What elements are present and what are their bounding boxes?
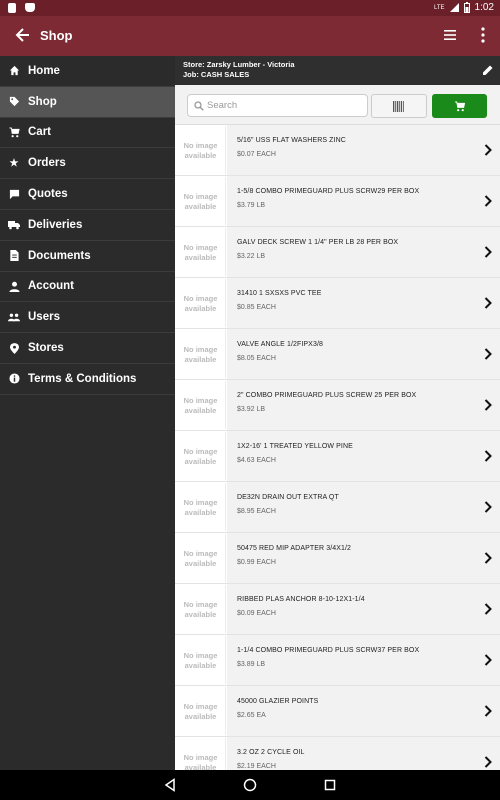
search-input[interactable] [187,94,368,117]
app-bar [0,16,500,56]
sidebar-item-users[interactable] [0,302,175,333]
product-price: $0.07 EACH [237,151,276,158]
sidebar-item-label: Home [28,64,60,77]
product-thumbnail-placeholder [176,687,226,735]
sidebar-item-quotes[interactable] [0,179,175,210]
no-image-line2: available [184,456,217,466]
product-row[interactable] [175,125,500,176]
chevron-right-icon [484,348,492,360]
store-header [175,56,500,85]
chevron-right-icon [484,654,492,666]
product-thumbnail-placeholder [176,228,226,276]
search-placeholder: Search [207,100,238,111]
no-image-line1: No image [183,294,218,303]
no-image-line2: available [184,609,217,619]
product-thumbnail-placeholder [176,534,226,582]
chevron-right-icon [484,246,492,258]
status-bar [0,0,500,16]
product-price: $0.09 EACH [237,610,276,617]
sidebar-item-deliveries[interactable] [0,210,175,241]
product-row[interactable] [175,431,500,482]
product-row[interactable] [175,176,500,227]
no-image-line2: available [184,252,217,262]
search-icon [194,101,204,111]
sidebar-item-home[interactable] [0,56,175,87]
person-icon [8,280,20,292]
tag-icon [8,96,20,108]
sidebar-item-terms[interactable] [0,364,175,395]
sidebar-item-documents[interactable] [0,241,175,272]
product-thumbnail-placeholder [176,126,226,174]
product-details [227,431,500,481]
store-name: Store: Zarsky Lumber - Victoria [183,60,295,69]
system-nav-bar [0,770,500,800]
sidebar-item-label: Quotes [28,188,68,201]
product-name: 50475 RED MIP ADAPTER 3/4X1/2 [237,545,352,552]
product-name: 1X2-16' 1 TREATED YELLOW PINE [237,443,353,450]
product-price: $3.79 LB [237,202,266,209]
people-icon [8,311,20,323]
product-details [227,737,500,770]
sidebar-item-account[interactable] [0,272,175,303]
product-name: VALVE ANGLE 1/2FIPX3/8 [237,341,323,348]
product-price: $3.89 LB [237,661,266,668]
chevron-right-icon [484,705,492,717]
chevron-right-icon [484,552,492,564]
no-image-line2: available [184,558,217,568]
product-price: $2.19 EACH [237,763,276,770]
star-icon: ★ [9,157,19,169]
no-image-line1: No image [183,243,218,252]
product-price: $8.95 EACH [237,508,276,515]
product-name: 3.2 OZ 2 CYCLE OIL [237,749,305,756]
chevron-right-icon [484,144,492,156]
overflow-menu-icon[interactable] [480,26,486,44]
product-price: $2.65 EA [237,712,266,719]
product-name: 5/16" USS FLAT WASHERS ZINC [237,137,346,144]
product-details [227,482,500,532]
product-thumbnail-placeholder [176,432,226,480]
back-arrow-icon[interactable] [13,25,33,45]
no-image-line2: available [184,711,217,721]
no-image-line2: available [184,150,217,160]
recents-square-icon[interactable] [323,778,337,792]
no-image-line1: No image [183,600,218,609]
signal-label: LTE [433,4,445,11]
no-image-line1: No image [183,498,218,507]
cart-button[interactable] [432,94,487,118]
product-name: 2" COMBO PRIMEGUARD PLUS SCREW 25 PER BOX [237,392,417,399]
cart-icon [8,126,20,138]
chevron-right-icon [484,399,492,411]
product-thumbnail-placeholder [176,279,226,327]
product-details [227,686,500,736]
chevron-right-icon [484,195,492,207]
signal-icon [450,3,459,12]
product-details [227,380,500,430]
no-image-line2: available [184,507,217,517]
product-name: 31410 1 SXSXS PVC TEE [237,290,322,297]
sidebar-item-label: Account [28,280,74,293]
no-image-line2: available [184,303,217,313]
chevron-right-icon [484,297,492,309]
no-image-line1: No image [183,549,218,558]
product-price: $0.99 EACH [237,559,276,566]
document-icon [8,250,20,262]
product-name: DE32N DRAIN OUT EXTRA QT [237,494,339,501]
product-name: 45000 GLAZIER POINTS [237,698,319,705]
chevron-right-icon [484,756,492,768]
chevron-right-icon [484,501,492,513]
product-row[interactable] [175,329,500,380]
product-row[interactable] [175,686,500,737]
product-details [227,329,500,379]
product-row[interactable] [175,635,500,686]
no-image-line1: No image [183,192,218,201]
sidebar-item-label: Cart [28,126,52,139]
sidebar-item-shop[interactable] [0,87,175,118]
product-thumbnail-placeholder [176,177,226,225]
no-image-line2: available [184,405,217,415]
product-thumbnail-placeholder [176,585,226,633]
search-toolbar [175,85,500,125]
product-details [227,278,500,328]
product-thumbnail-placeholder [176,330,226,378]
product-thumbnail-placeholder [176,636,226,684]
product-price: $4.63 EACH [237,457,276,464]
product-row[interactable] [175,380,500,431]
product-details [227,176,500,226]
product-price: $8.05 EACH [237,355,276,362]
product-price: $3.92 LB [237,406,266,413]
product-price: $0.85 EACH [237,304,276,311]
job-name: Job: CASH SALES [183,70,250,79]
product-row[interactable] [175,533,500,584]
no-image-line2: available [184,201,217,211]
page-title: Shop [40,28,73,43]
sidebar-item-stores[interactable] [0,333,175,364]
product-name: RIBBED PLAS ANCHOR 8-10-12X1-1/4 [237,596,365,603]
product-details [227,533,500,583]
chevron-right-icon [484,603,492,615]
no-image-line2: available [184,354,217,364]
sidebar-item-label: Orders [28,157,66,170]
no-image-line1: No image [183,753,218,762]
product-thumbnail-placeholder [176,483,226,531]
info-icon [8,373,20,385]
product-list [175,125,500,770]
product-row[interactable] [175,737,500,770]
sidebar-nav [0,56,175,770]
sidebar-item-label: Terms & Conditions [28,372,137,385]
product-name: 1-1/4 COMBO PRIMEGUARD PLUS SCRW37 PER BOX [237,647,420,654]
no-image-line1: No image [183,651,218,660]
product-details [227,584,500,634]
product-name: GALV DECK SCREW 1 1/4" PER LB 28 PER BOX [237,239,399,246]
product-thumbnail-placeholder [176,381,226,429]
sim-card-icon [8,3,16,13]
truck-icon [8,219,20,231]
sidebar-item-label: Shop [28,95,57,108]
sidebar-item-label: Deliveries [28,218,83,231]
product-price: $3.22 LB [237,253,266,260]
barcode-icon [393,101,405,112]
sidebar-item-label: Stores [28,342,64,355]
pencil-edit-icon[interactable] [482,64,494,76]
product-details [227,635,500,685]
product-row[interactable] [175,482,500,533]
sidebar-item-orders[interactable] [0,148,175,179]
pin-icon [8,342,20,354]
product-details [227,125,500,175]
product-row[interactable] [175,584,500,635]
back-triangle-icon[interactable] [163,778,177,792]
no-image-line2: available [184,660,217,670]
chevron-right-icon [484,450,492,462]
cart-icon [454,101,466,112]
product-name: 1-5/8 COMBO PRIMEGUARD PLUS SCRW29 PER BOX [237,188,420,195]
product-details [227,227,500,277]
product-thumbnail-placeholder [176,738,226,770]
list-menu-icon[interactable] [442,27,458,43]
no-image-line1: No image [183,141,218,150]
no-image-line1: No image [183,396,218,405]
chat-icon [8,188,20,200]
no-image-line1: No image [183,447,218,456]
sidebar-item-label: Users [28,311,60,324]
home-icon [8,65,20,77]
sidebar-item-label: Documents [28,249,91,262]
no-image-line1: No image [183,345,218,354]
product-row[interactable] [175,278,500,329]
battery-icon [464,2,470,13]
product-row[interactable] [175,227,500,278]
barcode-scan-button[interactable] [371,94,427,118]
no-image-line2: available [184,762,217,770]
clock: 1:02 [474,2,494,13]
sidebar-item-cart[interactable] [0,118,175,149]
home-circle-icon[interactable] [243,778,257,792]
notification-bag-icon [25,3,35,12]
no-image-line1: No image [183,702,218,711]
